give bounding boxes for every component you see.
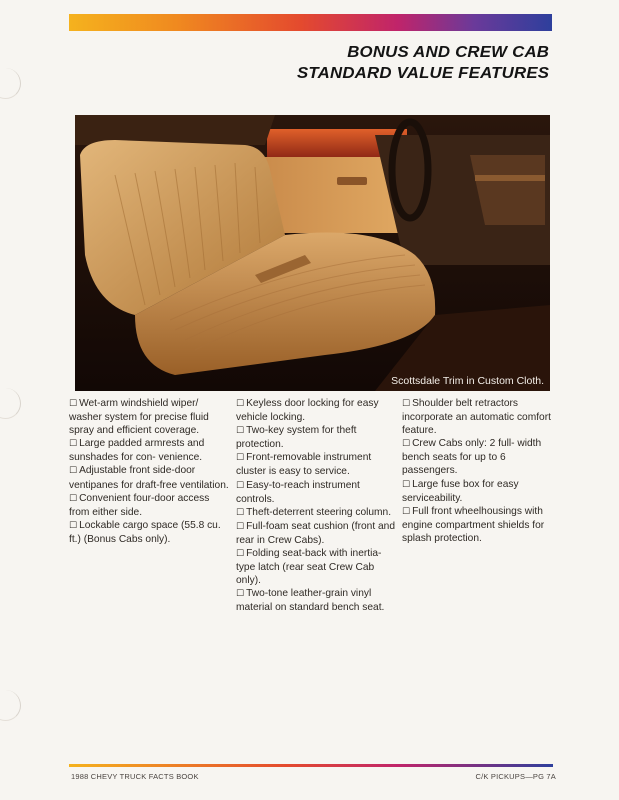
feature-item: ☐ Two-key system for theft protection. — [236, 425, 357, 451]
feature-item: ☐ Adjustable front side-door ventipanes for draft-free ventilation. — [69, 465, 229, 491]
binder-hole-middle — [0, 388, 21, 419]
top-color-bar — [69, 14, 552, 31]
checkbox-icon: ☐ — [236, 549, 245, 560]
feature-item: ☐ Full front wheelhousings with engine compartment shields for splash protection. — [402, 505, 545, 544]
footer-page-number: C/K PICKUPS—PG 7A — [475, 772, 556, 781]
feature-item: ☐ Theft-deterrent steering column. — [236, 506, 392, 518]
feature-item: ☐ Full-foam seat cushion (front and rear in Crew Cabs). — [236, 520, 396, 546]
page-title — [297, 42, 549, 84]
checkbox-icon: ☐ — [236, 426, 245, 437]
checkbox-icon: ☐ — [69, 399, 78, 409]
checkbox-icon: ☐ — [402, 399, 411, 409]
feature-item: ☐ Shoulder belt retractors incorporate an automatic comfort feature. — [402, 398, 551, 437]
feature-item: ☐ Lockable cargo space (55.8 cu. ft.) (Bonus Cabs only). — [69, 519, 221, 545]
checkbox-icon: ☐ — [236, 589, 245, 600]
door-handle-shape — [337, 177, 367, 185]
interior-illustration — [75, 115, 550, 391]
photo-caption: Scottsdale Trim in Custom Cloth. — [391, 375, 544, 387]
checkbox-icon: ☐ — [236, 521, 245, 532]
footer-book-title: 1988 CHEVY TRUCK FACTS BOOK — [71, 772, 199, 781]
feature-item: ☐ Front-removable instrument cluster is easy to service. — [236, 452, 372, 478]
feature-item: ☐ Crew Cabs only: 2 full- width bench seats for up to 6 passengers. — [402, 438, 542, 477]
checkbox-icon: ☐ — [236, 399, 245, 409]
feature-item: ☐ Large padded armrests and sunshades for con- venience. — [69, 438, 205, 464]
feature-item: ☐ Two-tone leather-grain vinyl material on standard bench seat. — [236, 588, 385, 614]
checkbox-icon: ☐ — [402, 439, 411, 450]
features-column-2 — [236, 397, 396, 615]
bottom-color-bar — [69, 764, 553, 767]
checkbox-icon: ☐ — [69, 439, 78, 450]
binder-hole-bottom — [0, 690, 21, 721]
title-line-1: BONUS AND CREW CAB — [347, 44, 549, 61]
feature-item: ☐ Wet-arm windshield wiper/ washer system for precise fluid spray and efficient coverage. — [69, 398, 209, 437]
checkbox-icon: ☐ — [236, 453, 245, 464]
feature-item: ☐ Convenient four-door access from either side. — [69, 492, 210, 518]
checkbox-icon: ☐ — [69, 466, 78, 477]
checkbox-icon: ☐ — [402, 479, 411, 490]
binder-hole-top — [0, 68, 21, 99]
feature-item: ☐ Keyless door locking for easy vehicle locking. — [236, 398, 379, 424]
checkbox-icon: ☐ — [69, 493, 78, 504]
checkbox-icon: ☐ — [236, 480, 245, 491]
checkbox-icon: ☐ — [236, 507, 245, 518]
feature-item: ☐ Easy-to-reach instrument controls. — [236, 479, 360, 505]
interior-photo — [75, 115, 550, 391]
checkbox-icon: ☐ — [69, 520, 78, 531]
features-column-3 — [402, 397, 562, 545]
features-column-1 — [69, 397, 229, 546]
title-line-2: STANDARD VALUE FEATURES — [296, 65, 549, 82]
feature-item: ☐ Large fuse box for easy serviceability. — [402, 478, 519, 504]
checkbox-icon: ☐ — [402, 506, 411, 517]
feature-item: ☐ Folding seat-back with inertia-type latch (rear seat Crew Cab only). — [236, 548, 382, 587]
